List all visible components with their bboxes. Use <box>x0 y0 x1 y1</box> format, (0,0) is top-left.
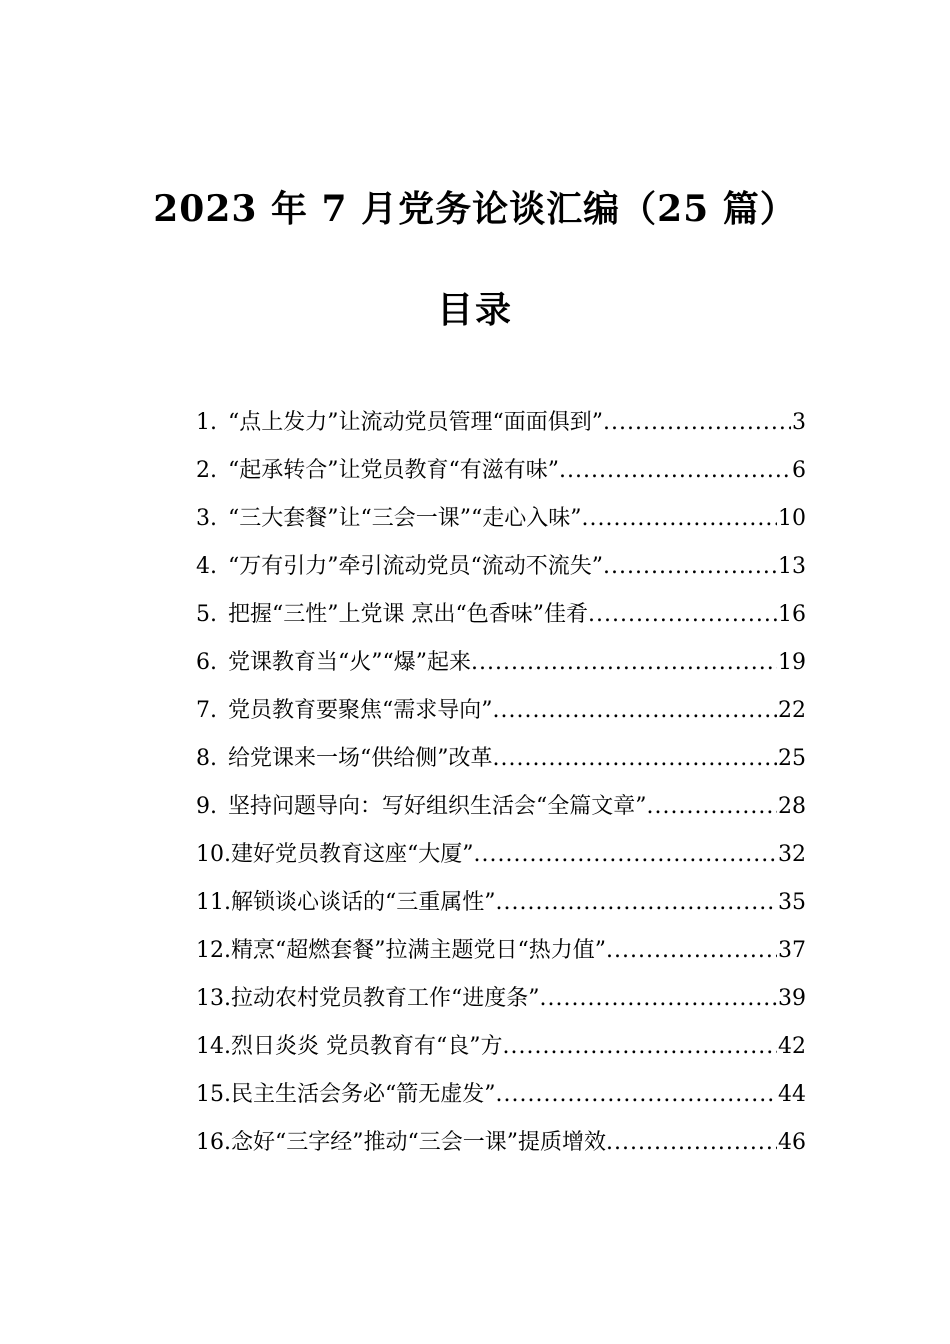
toc-entry-page: 6 <box>792 458 806 483</box>
toc-entry-number: 4. <box>196 554 217 579</box>
toc-entry-page: 10 <box>778 506 806 531</box>
toc-dot-leader <box>581 495 777 543</box>
toc-entry-page: 13 <box>778 554 806 579</box>
table-of-contents <box>196 399 806 1167</box>
toc-entry-title: 念好“三字经”推动“三会一课”提质增效 <box>231 1130 606 1155</box>
toc-entry[interactable] <box>196 399 806 447</box>
toc-entry-title: 解锁谈心谈话的“三重属性” <box>231 890 496 915</box>
toc-entry-title: 精烹“超燃套餐”拉满主题党日“热力值” <box>231 938 606 963</box>
toc-dot-leader <box>493 687 778 735</box>
toc-dot-leader <box>603 543 777 591</box>
toc-dot-leader <box>503 1023 778 1071</box>
toc-dot-leader <box>474 831 778 879</box>
toc-dot-leader <box>471 639 777 687</box>
toc-entry-title: 坚持问题导向：写好组织生活会“全篇文章” <box>228 794 647 819</box>
toc-entry-title: 烈日炎炎 党员教育有“良”方 <box>231 1034 503 1059</box>
toc-entry[interactable] <box>196 687 806 735</box>
toc-entry-number: 9. <box>196 794 217 819</box>
toc-dot-leader <box>540 975 778 1023</box>
toc-entry-title: “三大套餐”让“三会一课”“走心入味” <box>228 506 582 531</box>
toc-entry-page: 32 <box>778 842 806 867</box>
toc-dot-leader <box>606 1119 777 1167</box>
toc-entry-title: 拉动农村党员教育工作“进度条” <box>231 986 540 1011</box>
toc-entry-title: “点上发力”让流动党员管理“面面俱到” <box>228 410 603 435</box>
toc-entry-title: “万有引力”牵引流动党员“流动不流失” <box>228 554 603 579</box>
toc-entry-page: 19 <box>778 650 806 675</box>
toc-dot-leader <box>496 879 778 927</box>
toc-entry-page: 22 <box>778 698 806 723</box>
toc-entry[interactable] <box>196 447 806 495</box>
toc-entry-number: 11. <box>196 890 231 915</box>
toc-dot-leader <box>606 927 777 975</box>
toc-entry-page: 16 <box>778 602 806 627</box>
toc-entry-page: 39 <box>778 986 806 1011</box>
toc-entry[interactable] <box>196 927 806 975</box>
toc-entry-number: 16. <box>196 1130 231 1155</box>
toc-entry-number: 10. <box>196 842 231 867</box>
toc-entry-number: 15. <box>196 1082 231 1107</box>
toc-entry-number: 13. <box>196 986 231 1011</box>
toc-entry-page: 46 <box>778 1130 806 1155</box>
toc-entry-page: 25 <box>778 746 806 771</box>
toc-entry[interactable] <box>196 783 806 831</box>
toc-entry-title: 党员教育要聚焦“需求导向” <box>228 698 493 723</box>
toc-entry[interactable] <box>196 495 806 543</box>
toc-entry-number: 1. <box>196 410 217 435</box>
toc-entry-number: 7. <box>196 698 217 723</box>
toc-heading: 目录 <box>436 289 513 331</box>
toc-entry[interactable] <box>196 1071 806 1119</box>
toc-dot-leader <box>493 735 778 783</box>
toc-entry-title: 民主生活会务必“箭无虚发” <box>231 1082 496 1107</box>
toc-entry[interactable] <box>196 735 806 783</box>
toc-entry-number: 2. <box>196 458 217 483</box>
toc-entry-title: “起承转合”让党员教育“有滋有味” <box>228 458 559 483</box>
toc-entry[interactable] <box>196 879 806 927</box>
toc-entry-number: 12. <box>196 938 231 963</box>
document-title: 2023 年 7 月党务论谈汇编（25 篇） <box>153 188 797 230</box>
toc-entry[interactable] <box>196 831 806 879</box>
toc-dot-leader <box>588 591 777 639</box>
toc-entry[interactable] <box>196 591 806 639</box>
toc-entry-title: 把握“三性”上党课 烹出“色香味”佳肴 <box>228 602 588 627</box>
toc-entry-page: 44 <box>778 1082 806 1107</box>
toc-entry-title: 建好党员教育这座“大厦” <box>231 842 474 867</box>
toc-entry-number: 3. <box>196 506 217 531</box>
toc-entry-title: 给党课来一场“供给侧”改革 <box>228 746 493 771</box>
toc-entry-page: 42 <box>778 1034 806 1059</box>
toc-entry-number: 8. <box>196 746 217 771</box>
toc-dot-leader <box>603 399 791 447</box>
toc-entry[interactable] <box>196 543 806 591</box>
toc-entry-number: 6. <box>196 650 217 675</box>
toc-dot-leader <box>647 783 778 831</box>
toc-entry-title: 党课教育当“火”“爆”起来 <box>228 650 471 675</box>
toc-entry-page: 35 <box>778 890 806 915</box>
toc-entry-page: 37 <box>778 938 806 963</box>
toc-dot-leader <box>559 447 791 495</box>
toc-entry-number: 14. <box>196 1034 231 1059</box>
toc-dot-leader <box>496 1071 778 1119</box>
toc-entry-number: 5. <box>196 602 217 627</box>
toc-entry-page: 28 <box>778 794 806 819</box>
toc-entry-page: 3 <box>792 410 806 435</box>
toc-entry[interactable] <box>196 639 806 687</box>
toc-entry[interactable] <box>196 1023 806 1071</box>
toc-entry[interactable] <box>196 975 806 1023</box>
toc-entry[interactable] <box>196 1119 806 1167</box>
